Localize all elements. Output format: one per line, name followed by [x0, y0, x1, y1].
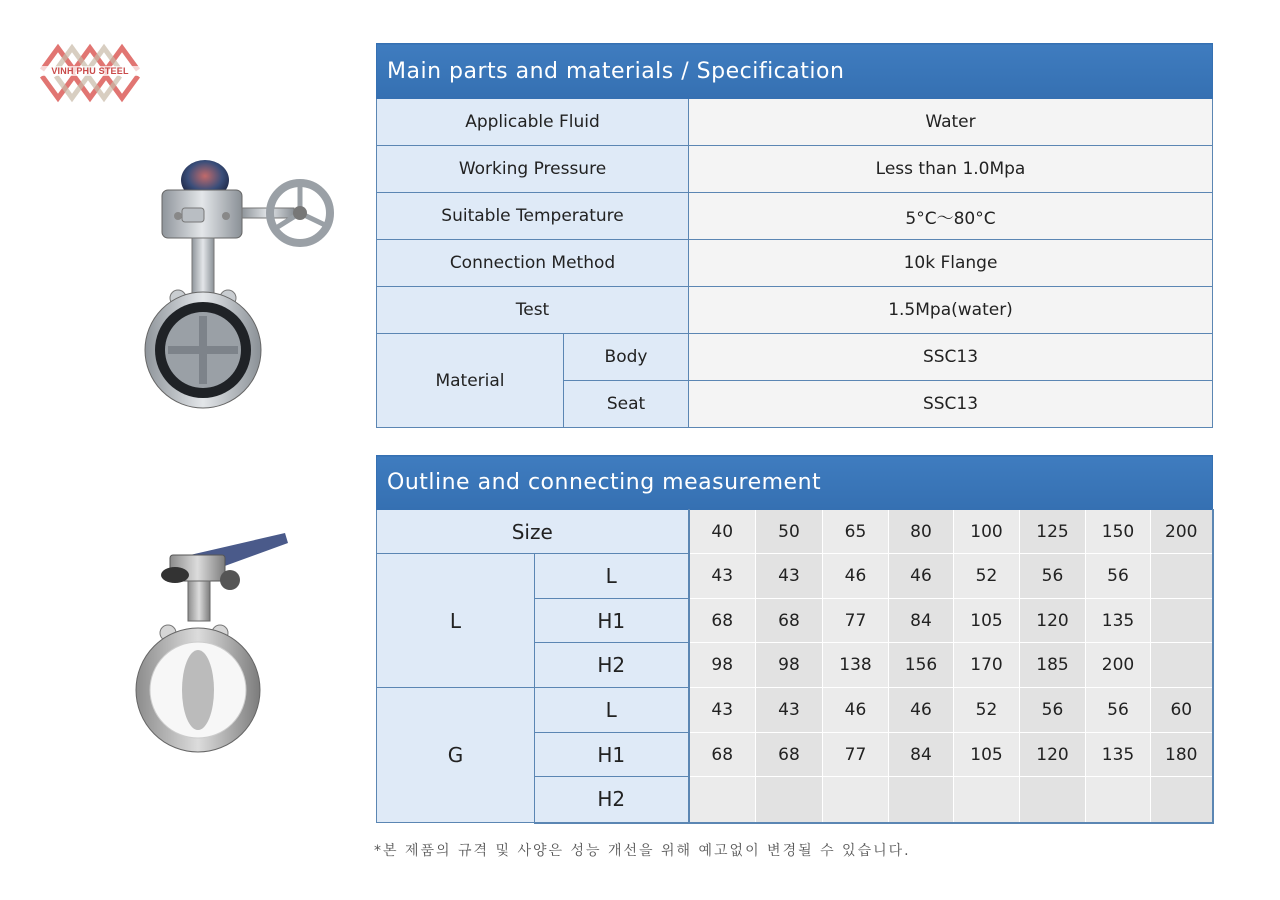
- group-label-l: L: [377, 554, 535, 688]
- size-value: 80: [889, 510, 954, 554]
- logo-wordmark: VINH PHU STEEL: [36, 66, 144, 76]
- table-cell: 156: [889, 643, 954, 688]
- specification-table: [376, 43, 1213, 428]
- table-cell: 180: [1151, 733, 1213, 777]
- row-label: H2: [535, 777, 689, 823]
- table-cell: 43: [689, 554, 756, 599]
- table-cell: 200: [1086, 643, 1151, 688]
- table-cell: 56: [1086, 688, 1151, 733]
- size-value: 65: [823, 510, 889, 554]
- table-cell: [1151, 777, 1213, 823]
- table-cell: [756, 777, 823, 823]
- table-cell: 46: [889, 688, 954, 733]
- table-cell: [889, 777, 954, 823]
- spec-label-connection-method: Connection Method: [377, 240, 689, 287]
- spec-value-suitable-temperature: 5°C～80°C: [689, 193, 1213, 240]
- table-cell: 68: [689, 599, 756, 643]
- spec-value-body: SSC13: [689, 334, 1213, 381]
- spec-value-connection-method: 10k Flange: [689, 240, 1213, 287]
- table-cell: [1151, 554, 1213, 599]
- spec-label-test: Test: [377, 287, 689, 334]
- footnote: *본 제품의 규격 및 사양은 성능 개선을 위해 예고없이 변경될 수 있습니다.: [374, 843, 911, 859]
- table-cell: 56: [1086, 554, 1151, 599]
- gear-operated-butterfly-valve-image: [140, 150, 340, 440]
- row-label: L: [535, 688, 689, 733]
- lever-operated-butterfly-valve-image: [130, 525, 295, 770]
- table-cell: 77: [823, 599, 889, 643]
- size-value: 150: [1086, 510, 1151, 554]
- table-cell: 170: [954, 643, 1020, 688]
- spec-label-seat: Seat: [564, 381, 689, 428]
- table-cell: [954, 777, 1020, 823]
- table-cell: [1020, 777, 1086, 823]
- table-cell: 77: [823, 733, 889, 777]
- table-cell: 120: [1020, 599, 1086, 643]
- table-cell: [1151, 643, 1213, 688]
- table-cell: 98: [689, 643, 756, 688]
- row-label: H1: [535, 733, 689, 777]
- row-label: H2: [535, 643, 689, 688]
- size-value: 50: [756, 510, 823, 554]
- table-cell: 84: [889, 733, 954, 777]
- size-value: 40: [689, 510, 756, 554]
- spec-value-test: 1.5Mpa(water): [689, 287, 1213, 334]
- measurement-table-title: Outline and connecting measurement: [377, 456, 1213, 510]
- size-header: Size: [377, 510, 689, 554]
- table-cell: 52: [954, 554, 1020, 599]
- table-cell: 43: [756, 688, 823, 733]
- table-cell: 84: [889, 599, 954, 643]
- table-cell: 105: [954, 733, 1020, 777]
- row-label: L: [535, 554, 689, 599]
- measurement-table: [376, 455, 1214, 824]
- table-cell: 43: [689, 688, 756, 733]
- group-label-g: G: [377, 688, 535, 823]
- table-cell: 135: [1086, 599, 1151, 643]
- spec-label-working-pressure: Working Pressure: [377, 146, 689, 193]
- table-cell: [1151, 599, 1213, 643]
- spec-label-applicable-fluid: Applicable Fluid: [377, 99, 689, 146]
- spec-value-seat: SSC13: [689, 381, 1213, 428]
- size-value: 200: [1151, 510, 1213, 554]
- table-cell: 68: [756, 599, 823, 643]
- table-cell: 56: [1020, 688, 1086, 733]
- table-cell: 120: [1020, 733, 1086, 777]
- table-cell: 98: [756, 643, 823, 688]
- spec-value-working-pressure: Less than 1.0Mpa: [689, 146, 1213, 193]
- table-cell: 68: [689, 733, 756, 777]
- table-cell: [1086, 777, 1151, 823]
- table-cell: [689, 777, 756, 823]
- table-cell: 68: [756, 733, 823, 777]
- table-cell: 56: [1020, 554, 1086, 599]
- table-cell: 135: [1086, 733, 1151, 777]
- table-cell: 185: [1020, 643, 1086, 688]
- table-cell: 52: [954, 688, 1020, 733]
- table-cell: 46: [889, 554, 954, 599]
- spec-label-body: Body: [564, 334, 689, 381]
- table-cell: 43: [756, 554, 823, 599]
- table-cell: 60: [1151, 688, 1213, 733]
- row-label: H1: [535, 599, 689, 643]
- table-cell: 46: [823, 554, 889, 599]
- spec-label-material: Material: [377, 334, 564, 428]
- table-cell: [823, 777, 889, 823]
- size-value: 125: [1020, 510, 1086, 554]
- table-cell: 138: [823, 643, 889, 688]
- spec-label-suitable-temperature: Suitable Temperature: [377, 193, 689, 240]
- spec-value-applicable-fluid: Water: [689, 99, 1213, 146]
- size-value: 100: [954, 510, 1020, 554]
- table-cell: 105: [954, 599, 1020, 643]
- table-cell: 46: [823, 688, 889, 733]
- spec-table-title: Main parts and materials / Specification: [377, 44, 1213, 99]
